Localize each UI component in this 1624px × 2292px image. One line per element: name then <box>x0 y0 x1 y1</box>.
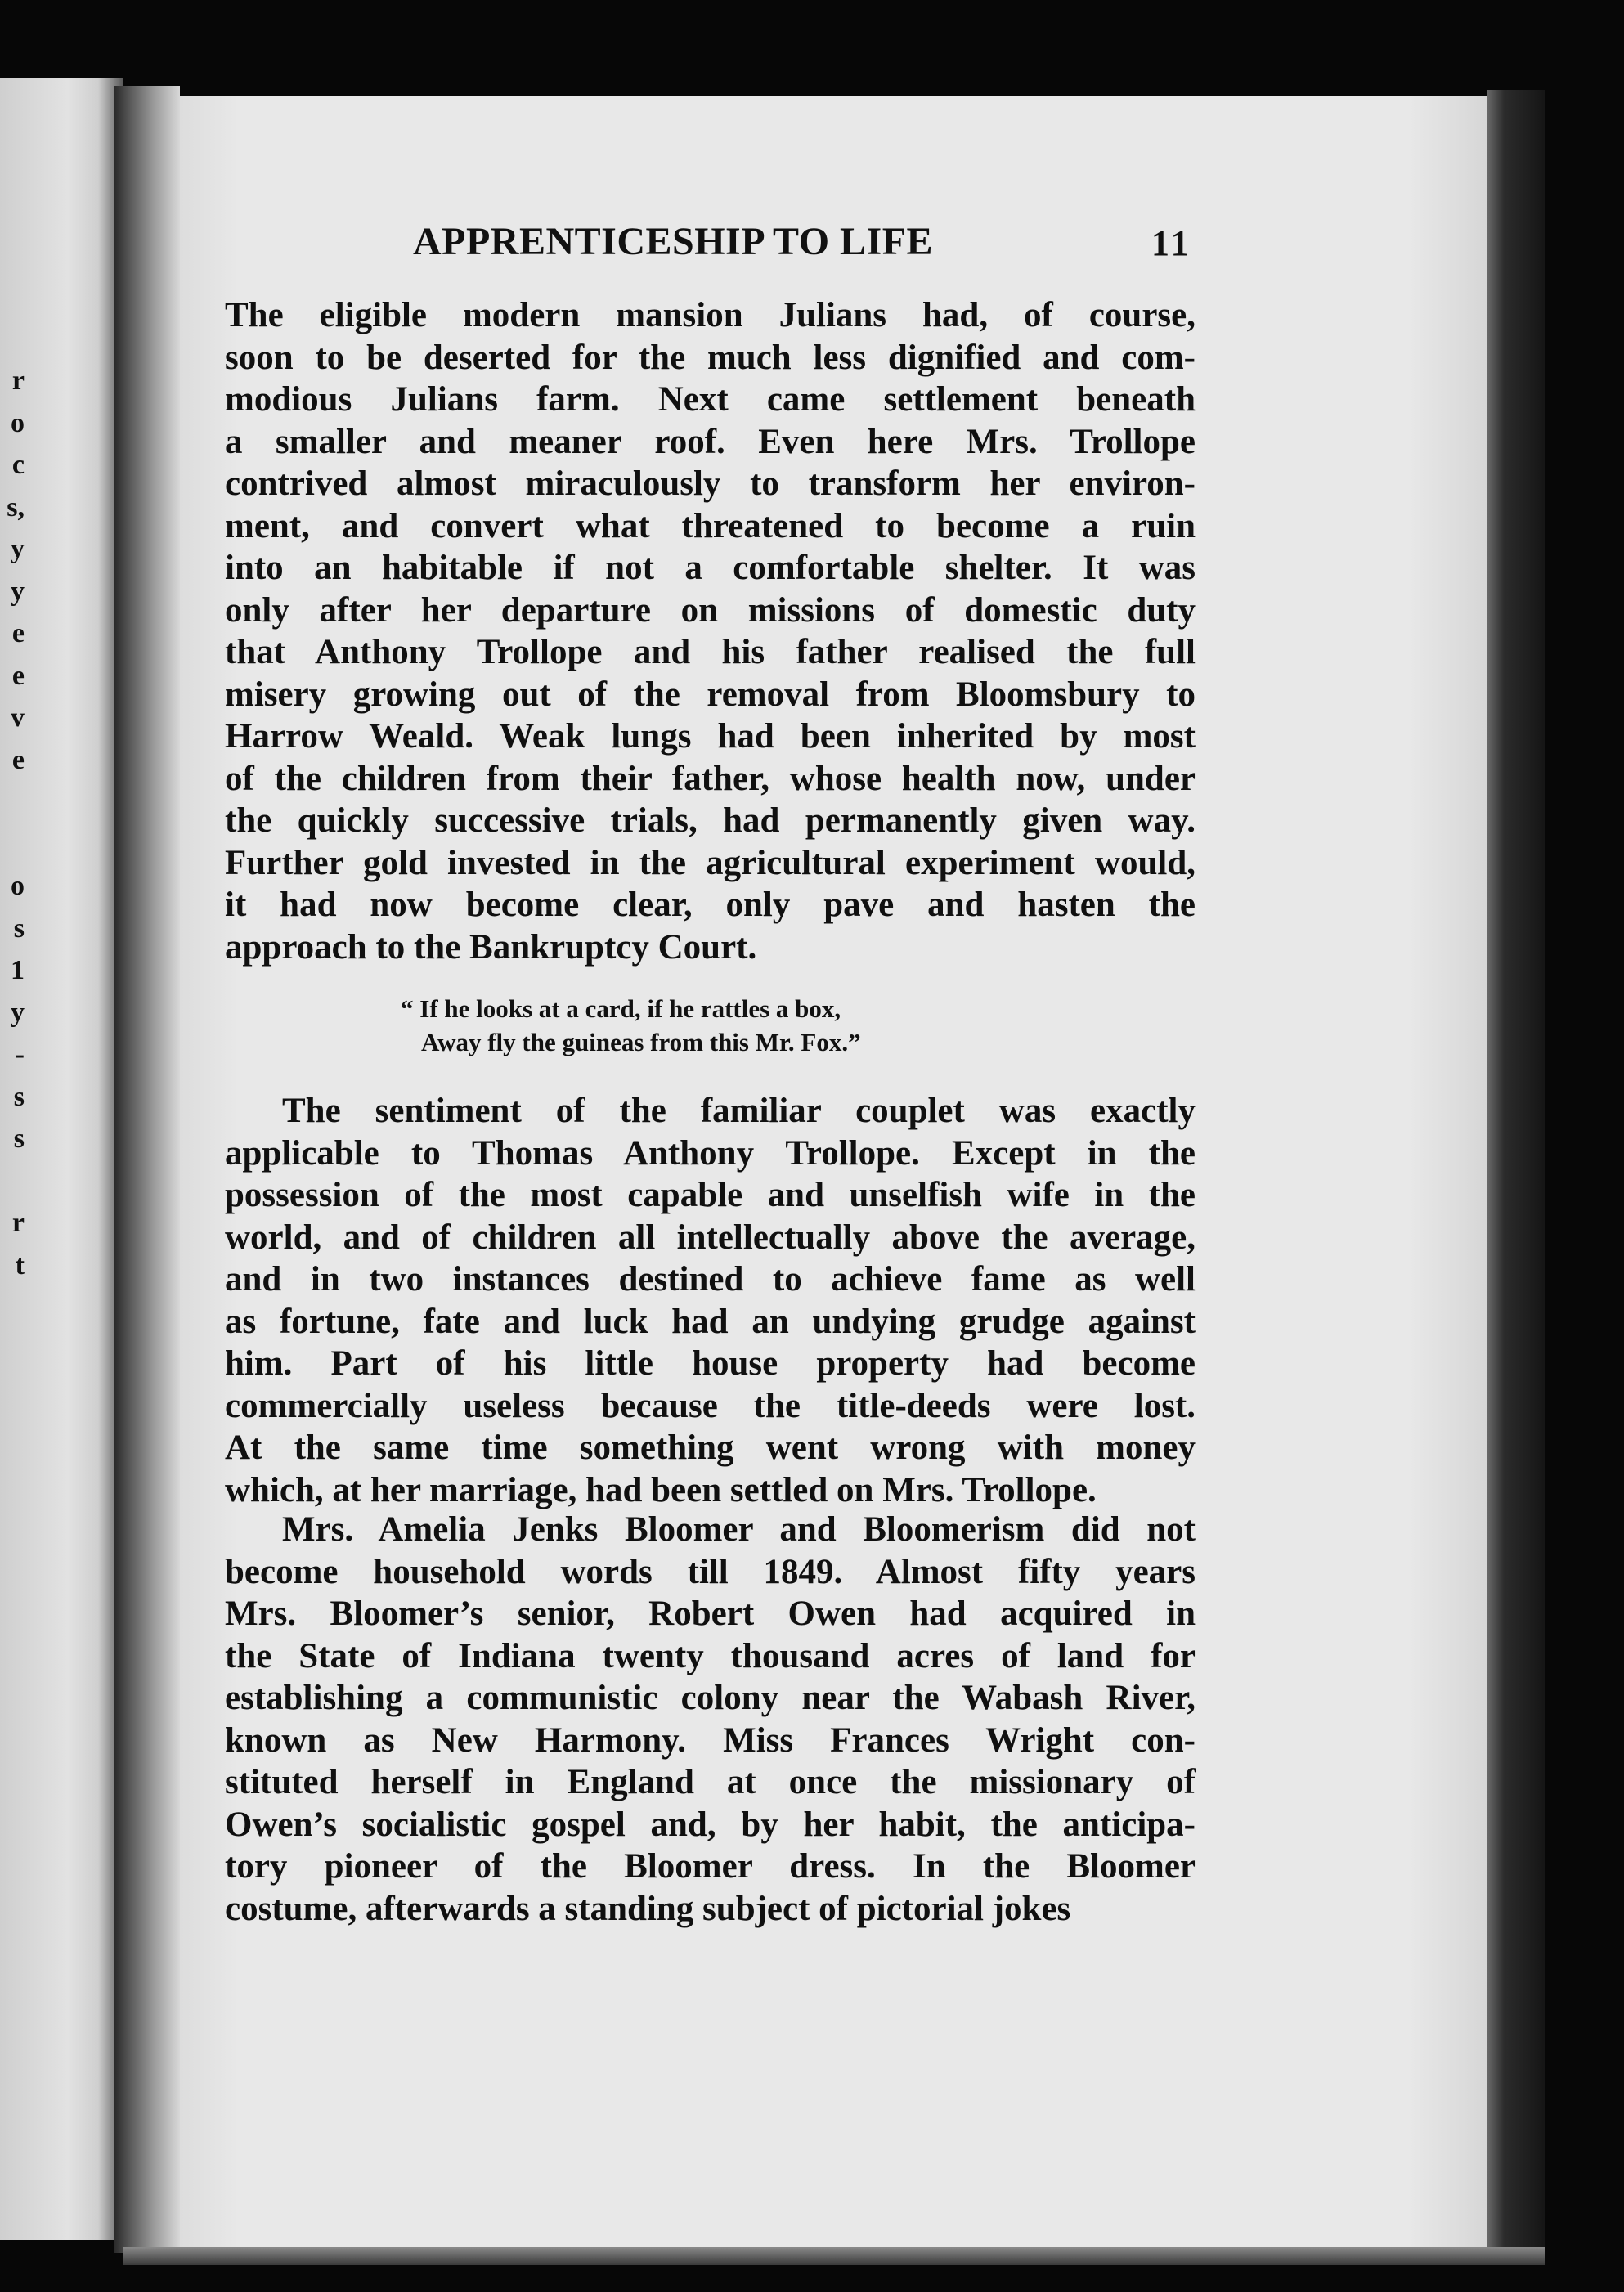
text-line: the State of Indiana twenty thousand acres of land for <box>225 1636 1196 1675</box>
text-line: stituted herself in England at once the missionary of <box>225 1763 1196 1801</box>
facing-page-fragment: - <box>15 1039 25 1070</box>
text-line: known as New Harmony. Miss Frances Wright con- <box>225 1720 1196 1760</box>
text-line: him. Part of his little house property had become <box>225 1344 1196 1383</box>
facing-page-fragment: e <box>11 744 25 775</box>
facing-page-fragment <box>0 1160 25 1203</box>
book-bottom-edge <box>123 2247 1545 2265</box>
facing-page-fragment: 1 <box>11 955 25 985</box>
facing-page-fragment: r <box>11 366 25 396</box>
text-line: costume, afterwards a standing subject of pictorial jokes <box>225 1889 1071 1928</box>
text-line: The sentiment of the familiar couplet was exactly <box>282 1092 1196 1130</box>
verse-line: Away fly the guineas from this Mr. Fox.” <box>421 1028 861 1056</box>
facing-page-fragment: y <box>11 997 25 1028</box>
facing-page-fragment: o <box>11 407 25 438</box>
facing-page-fragment: e <box>11 660 25 691</box>
paragraph-3 <box>225 1509 1196 1930</box>
text-line: world, and of children all intellectually above the average, <box>225 1218 1196 1257</box>
book-block-edge <box>1487 90 1545 2257</box>
facing-page-fragment: e <box>11 618 25 648</box>
text-line: approach to the Bankruptcy Court. <box>225 927 757 967</box>
text-line: applicable to Thomas Anthony Trollope. Except in the <box>225 1133 1196 1173</box>
facing-page-fragment: s, <box>7 491 25 523</box>
text-line: Mrs. Bloomer’s senior, Robert Owen had acquired in <box>225 1595 1196 1633</box>
text-line: a smaller and meaner roof. Even here Mrs. Trollope <box>225 422 1196 461</box>
text-line: it had now become clear, only pave and hasten the <box>225 886 1196 924</box>
page-gutter-shadow <box>114 86 180 2253</box>
text-line: commercially useless because the title-deeds were lost. <box>225 1386 1196 1425</box>
facing-page-fragment: o <box>11 871 25 901</box>
text-line: modious Julians farm. Next came settlement beneath <box>225 380 1196 419</box>
text-line: that Anthony Trollope and his father realised the full <box>225 633 1196 671</box>
paragraph-2 <box>225 1090 1196 1511</box>
text-line: At the same time something went wrong with money <box>225 1429 1196 1467</box>
text-line: contrived almost miraculously to transform her environ- <box>225 464 1196 503</box>
facing-page-fragment: s <box>13 913 25 944</box>
text-line: establishing a communistic colony near the Wabash River, <box>225 1679 1196 1717</box>
verse-line: “ If he looks at a card, if he rattles a box, <box>401 994 841 1023</box>
text-line: The eligible modern mansion Julians had, of course, <box>225 296 1196 334</box>
facing-page-fragment <box>0 781 25 823</box>
text-line: into an habitable if not a comfortable shelter. It was <box>225 549 1196 587</box>
facing-page-fragment: s <box>13 1124 25 1154</box>
text-line: tory pioneer of the Bloomer dress. In the Bloomer <box>225 1847 1196 1886</box>
page-number: 11 <box>1151 223 1192 263</box>
text-line: soon to be deserted for the much less dignified and com- <box>225 338 1196 377</box>
facing-page-fragment: y <box>11 534 25 564</box>
text-line: only after her departure on missions of domestic duty <box>225 590 1196 630</box>
facing-page-fragment: t <box>15 1249 25 1281</box>
text-line: become household words till 1849. Almost fifty years <box>225 1552 1196 1591</box>
facing-page-fragment: y <box>11 576 25 607</box>
facing-page-fragment <box>0 823 25 866</box>
facing-page-fragment: r <box>11 1208 25 1238</box>
running-head: APPRENTICESHIP TO LIFE <box>413 220 934 263</box>
text-line: which, at her marriage, had been settled on Mrs. Trollope. <box>225 1470 1097 1509</box>
text-line: ment, and convert what threatened to become a ruin <box>225 506 1196 545</box>
text-line: Harrow Weald. Weak lungs had been inherited by most <box>225 717 1196 756</box>
facing-page-fragment: v <box>11 702 25 733</box>
text-line: as fortune, fate and luck had an undying grudge against <box>225 1302 1196 1341</box>
facing-page-fragment: s <box>13 1081 25 1112</box>
paragraph-1 <box>225 294 1196 968</box>
facing-page-fragment: c <box>11 450 25 480</box>
verse-quotation <box>401 992 861 1059</box>
text-line: of the children from their father, whose health now, under <box>225 759 1196 798</box>
text-line: Owen’s socialistic gospel and, by her habit, the anticipa- <box>225 1805 1196 1844</box>
facing-page-edge <box>0 78 123 2240</box>
text-line: and in two instances destined to achieve fame as well <box>225 1260 1196 1299</box>
text-line: the quickly successive trials, had permanently given way. <box>225 801 1196 840</box>
text-line: Further gold invested in the agricultural experiment would, <box>225 843 1196 882</box>
text-line: Mrs. Amelia Jenks Bloomer and Bloomerism did not <box>282 1510 1196 1549</box>
text-line: possession of the most capable and unselfish wife in the <box>225 1176 1196 1214</box>
facing-page-letters <box>0 360 25 1286</box>
text-line: misery growing out of the removal from Bloomsbury to <box>225 675 1196 714</box>
